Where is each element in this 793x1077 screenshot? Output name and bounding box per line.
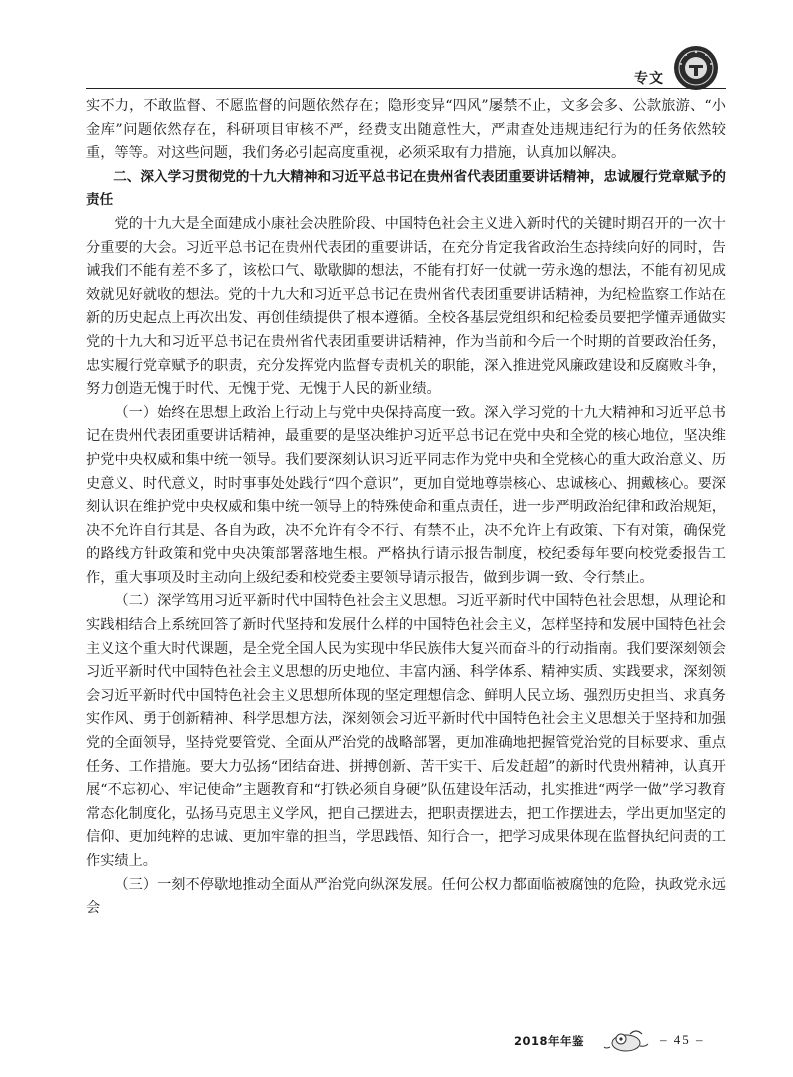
paragraph: （一）始终在思想上政治上行动上与党中央保持高度一致。深入学习党的十九大精神和习近平总书记在贵州代表团重要讲话精神，最重要的是坚决维护习近平总书记在党中央和全党的核心地位，坚决维护党中央权威和集中统一领导。我们要深刻认识习近平同志作为党中央和全党核心的重大政治意义、历史意义、时代意义，时时事事处处践行“四个意识”，更加自觉地尊崇核心、忠诚核心、拥戴核心。要深刻认识在维护党中央权威和集中统一领导上的特殊使命和重点责任，进一步严明政治纪律和政治规矩，决不允许自行其是、各自为政，决不允许有令不行、有禁不止，决不允许上有政策、下有对策，确保党的路线方针政策和党中央决策部署落地生根。严格执行请示报告制度，校纪委每年要向校党委报告工作，重大事项及时主动向上级纪委和校党委主要领导请示报告，做到步调一致、令行禁止。 [86, 404, 726, 586]
university-seal-icon [672, 44, 720, 92]
page-header [86, 40, 726, 90]
page-number: – 45 – [660, 1032, 705, 1047]
paragraph: （三）一刻不停歇地推动全面从严治党向纵深发展。任何公权力都面临被腐蚀的危险，执政党永远会 [86, 876, 726, 917]
page-footer [500, 1020, 730, 1060]
section-heading: 二、深入学习贯彻党的十九大精神和习近平总书记在贵州省代表团重要讲话精神，忠诚履行党章赋予的责任 [86, 168, 726, 209]
paragraph: （二）深学笃用习近平新时代中国特色社会主义思想。习近平新时代中国特色社会思想，从理论和实践相结合上系统回答了新时代坚持和发展什么样的中国特色社会主义，怎样坚持和发展中国特色社会主义这个重大时代课题，是全党全国人民为实现中华民族伟大复兴而奋斗的行动指南。我们要深刻领会习近平新时代中国特色社会主义思想的历史地位、丰富内涵、科学体系、精神实质、实践要求，深刻领会习近平新时代中国特色社会主义思想所体现的坚定理想信念、鲜明人民立场、强烈历史担当、求真务实作风、勇于创新精神、科学思想方法，深刻领会习近平新时代中国特色社会主义思想关于坚持和加强党的全面领导，坚持党要管党、全面从严治党的战略部署，更加准确地把握管党治党的目标要求、重点任务、工作措施。要大力弘扬“团结奋进、拼搏创新、苦干实干、后发赶超”的新时代贵州精神，认真开展“不忘初心、牢记使命”主题教育和“打铁必须自身硬”队伍建设年活动，扎实推进“两学一做”学习教育常态化制度化，弘扬马克思主义学风，把自己摆进去，把职责摆进去，把工作摆进去，学出更加坚定的信仰、更加纯粹的忠诚、更加牢靠的担当，学思践悟、知行合一，把学习成果体现在监督执纪问责的工作实绩上。 [86, 593, 726, 869]
paragraph-continuation: 实不力，不敢监督、不愿监督的问题依然存在；隐形变异“四风”屡禁不止，文多会多、公款旅游、“小金库”问题依然存在，科研项目审核不严，经费支出随意性大，严肃查处违规违纪行为的任务依然较重，等等。对这些问题，我们务必引起高度重视，必须采取有力措施，认真加以解决。 [86, 98, 726, 162]
header-rule [86, 88, 726, 89]
paragraph: 党的十九大是全面建成小康社会决胜阶段、中国特色社会主义进入新时代的关键时期召开的一次十分重要的大会。习近平总书记在贵州代表团的重要讲话，在充分肯定我省政治生态持续向好的同时，告诫我们不能有差不多了，该松口气、歇歇脚的想法，不能有打好一仗就一劳永逸的想法，不能有初见成效就见好就收的想法。党的十九大和习近平总书记在贵州省代表团重要讲话精神，为纪检监察工作站在新的历史起点上再次出发、再创佳绩提供了根本遵循。全校各基层党组织和纪检委员要把学懂弄通做实党的十九大和习近平总书记在贵州省代表团重要讲话精神，作为当前和今后一个时期的首要政治任务，忠实履行党章赋予的职责，充分发挥党内监督专责机关的职能，深入推进党风廉政建设和反腐败斗争，努力创造无愧于时代、无愧于党、无愧于人民的新业绩。 [86, 215, 726, 398]
section-tag: 专文 [634, 71, 664, 87]
yearbook-mascot-icon [602, 1025, 650, 1053]
yearbook-label: 2018年年鉴 [514, 1034, 585, 1048]
article-body [86, 95, 726, 921]
